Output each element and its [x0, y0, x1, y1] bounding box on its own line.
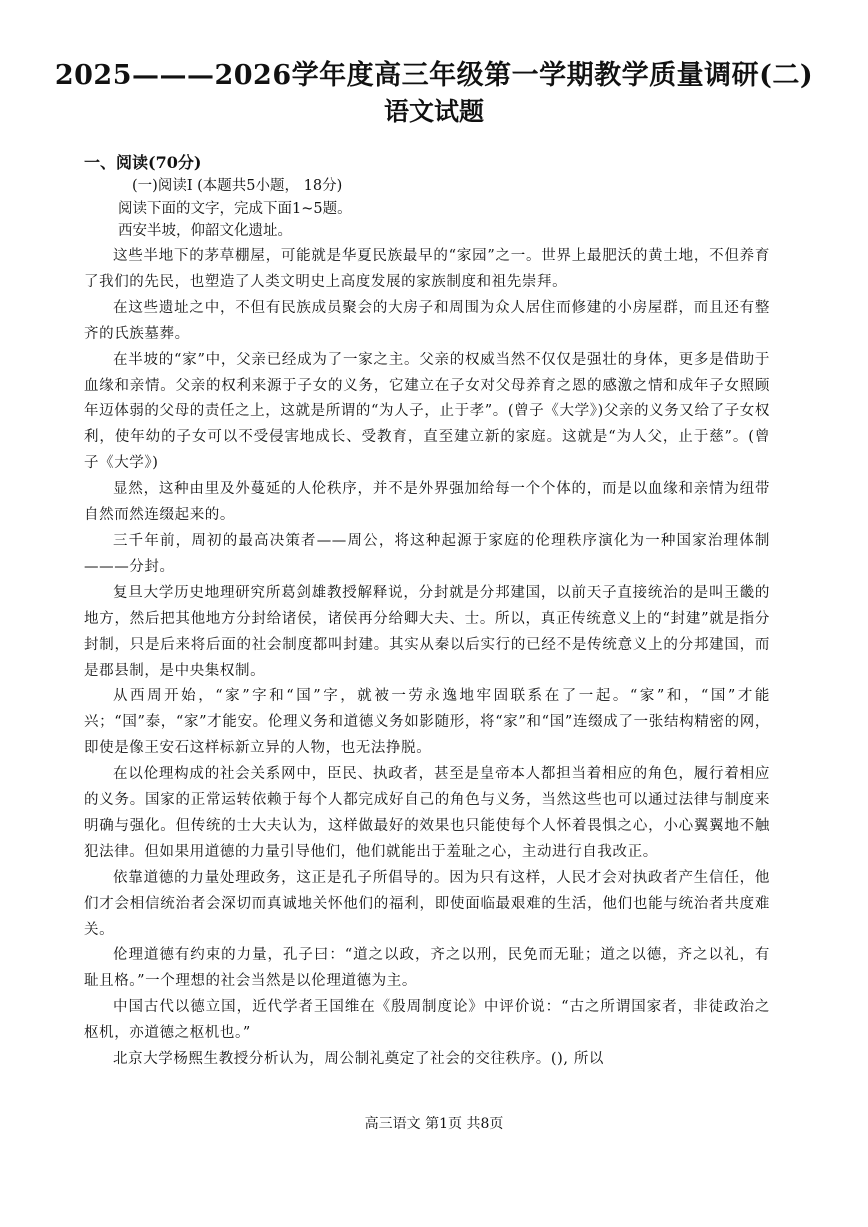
- passage-paragraph: 显然，这种由里及外蔓延的人伦秩序，并不是外界强加给每一个个体的，而是以血缘和亲情为纽带自然而然连缀起来的。: [84, 481, 770, 524]
- exam-subject-title: 语文试题: [383, 97, 484, 126]
- passage-lead: 西安半坡，仰韶文化遗址。: [118, 223, 292, 239]
- passage-paragraph: 伦理道德有约束的力量，孔子曰：“道之以政，齐之以刑，民免而无耻；道之以德，齐之以礼，有耻且格。”一个理想的社会当然是以伦理道德为主。: [84, 947, 770, 990]
- section-heading: 一、阅读(70分): [84, 153, 202, 172]
- passage-paragraph: 在以伦理构成的社会关系网中，臣民、执政者，甚至是皇帝本人都担当着相应的角色，履行着相应的义务。国家的正常运转依赖于每个人都完成好自己的角色与义务，当然这些也可以通过法律与制度来明确与强化。但传统的士大夫认为，这样做最好的效果也只能使每个人怀着畏惧之心，小心翼翼地不触犯法律。但如果用道德的力量引导他们，他们就能出于羞耻之心，主动进行自我改正。: [84, 766, 770, 860]
- passage-body: [84, 244, 770, 1073]
- passage-paragraph: 在这些遗址之中，不但有民族成员聚会的大房子和周围为众人居住而修建的小房屋群，而且还有整齐的氏族墓葬。: [84, 299, 770, 342]
- passage-paragraph: 北京大学杨熙生教授分析认为，周公制礼奠定了社会的交往秩序。(), 所以: [113, 1051, 605, 1068]
- passage-paragraph: 中国古代以德立国，近代学者王国维在《殷周制度论》中评价说：“古之所谓国家者，非徒政治之枢机，亦道德之枢机也。”: [84, 999, 770, 1042]
- passage-paragraph: 依靠道德的力量处理政务，这正是孔子所倡导的。因为只有这样，人民才会对执政者产生信任，他们才会相信统治者会深切而真诚地关怀他们的福利，即使面临最艰难的生活，他们也能与统治者共度难关。: [84, 869, 770, 938]
- exam-title: 2025———2026学年度高三年级第一学期教学质量调研(二): [54, 60, 814, 91]
- passage-paragraph: 复旦大学历史地理研究所葛剑雄教授解释说，分封就是分邦建国，以前天子直接统治的是叫王畿的地方，然后把其他地方分封给诸侯，诸侯再分给卿大夫、士。所以，真正传统意义上的“封建”就是指分封制，只是后来将后面的社会制度都叫封建。其实从秦以后实行的已经不是传统意义上的分邦建国，而是郡县制，是中央集权制。: [84, 584, 770, 679]
- passage-paragraph: 这些半地下的茅草棚屋，可能就是华夏民族最早的“家园”之一。世界上最肥沃的黄土地，不但养育了我们的先民，也塑造了人类文明史上高度发展的家族制度和祖先崇拜。: [84, 248, 770, 290]
- passage-paragraph: 在半坡的“家”中，父亲已经成为了一家之主。父亲的权威当然不仅仅是强壮的身体，更多是借助于血缘和亲情。父亲的权利来源于子女的义务，它建立在子女对父母养育之恩的感激之情和成年子女照顾年迈体弱的父母的责任之上，这就是所谓的“为人子，止于孝”。(曾子《大学》)父亲的义务又给了子女权利，使年幼的子女可以不受侵害地成长、受教育，直至建立新的家庭。这就是“为人父，止于慈”。(曾子《大学》): [84, 351, 770, 472]
- page-footer: 高三语文 第1页 共8页: [364, 1116, 504, 1132]
- subsection-heading: (一)阅读Ⅰ (本题共5小题， 18分): [132, 178, 343, 194]
- reading-instruction: 阅读下面的文字，完成下面1~5题。: [118, 201, 352, 217]
- passage-paragraph: 从西周开始，“家”字和“国”字，就被一劳永逸地牢固联系在了一起。“家”和，“国”才能兴；“国”泰，“家”才能安。伦理义务和道德义务如影随形，将“家”和“国”连缀成了一张结构精密的网，即使是像王安石这样标新立异的人物，也无法挣脱。: [84, 688, 770, 757]
- passage-paragraph: 三千年前，周初的最高决策者——周公，将这种起源于家庭的伦理秩序演化为一种国家治理体制———分封。: [84, 532, 770, 575]
